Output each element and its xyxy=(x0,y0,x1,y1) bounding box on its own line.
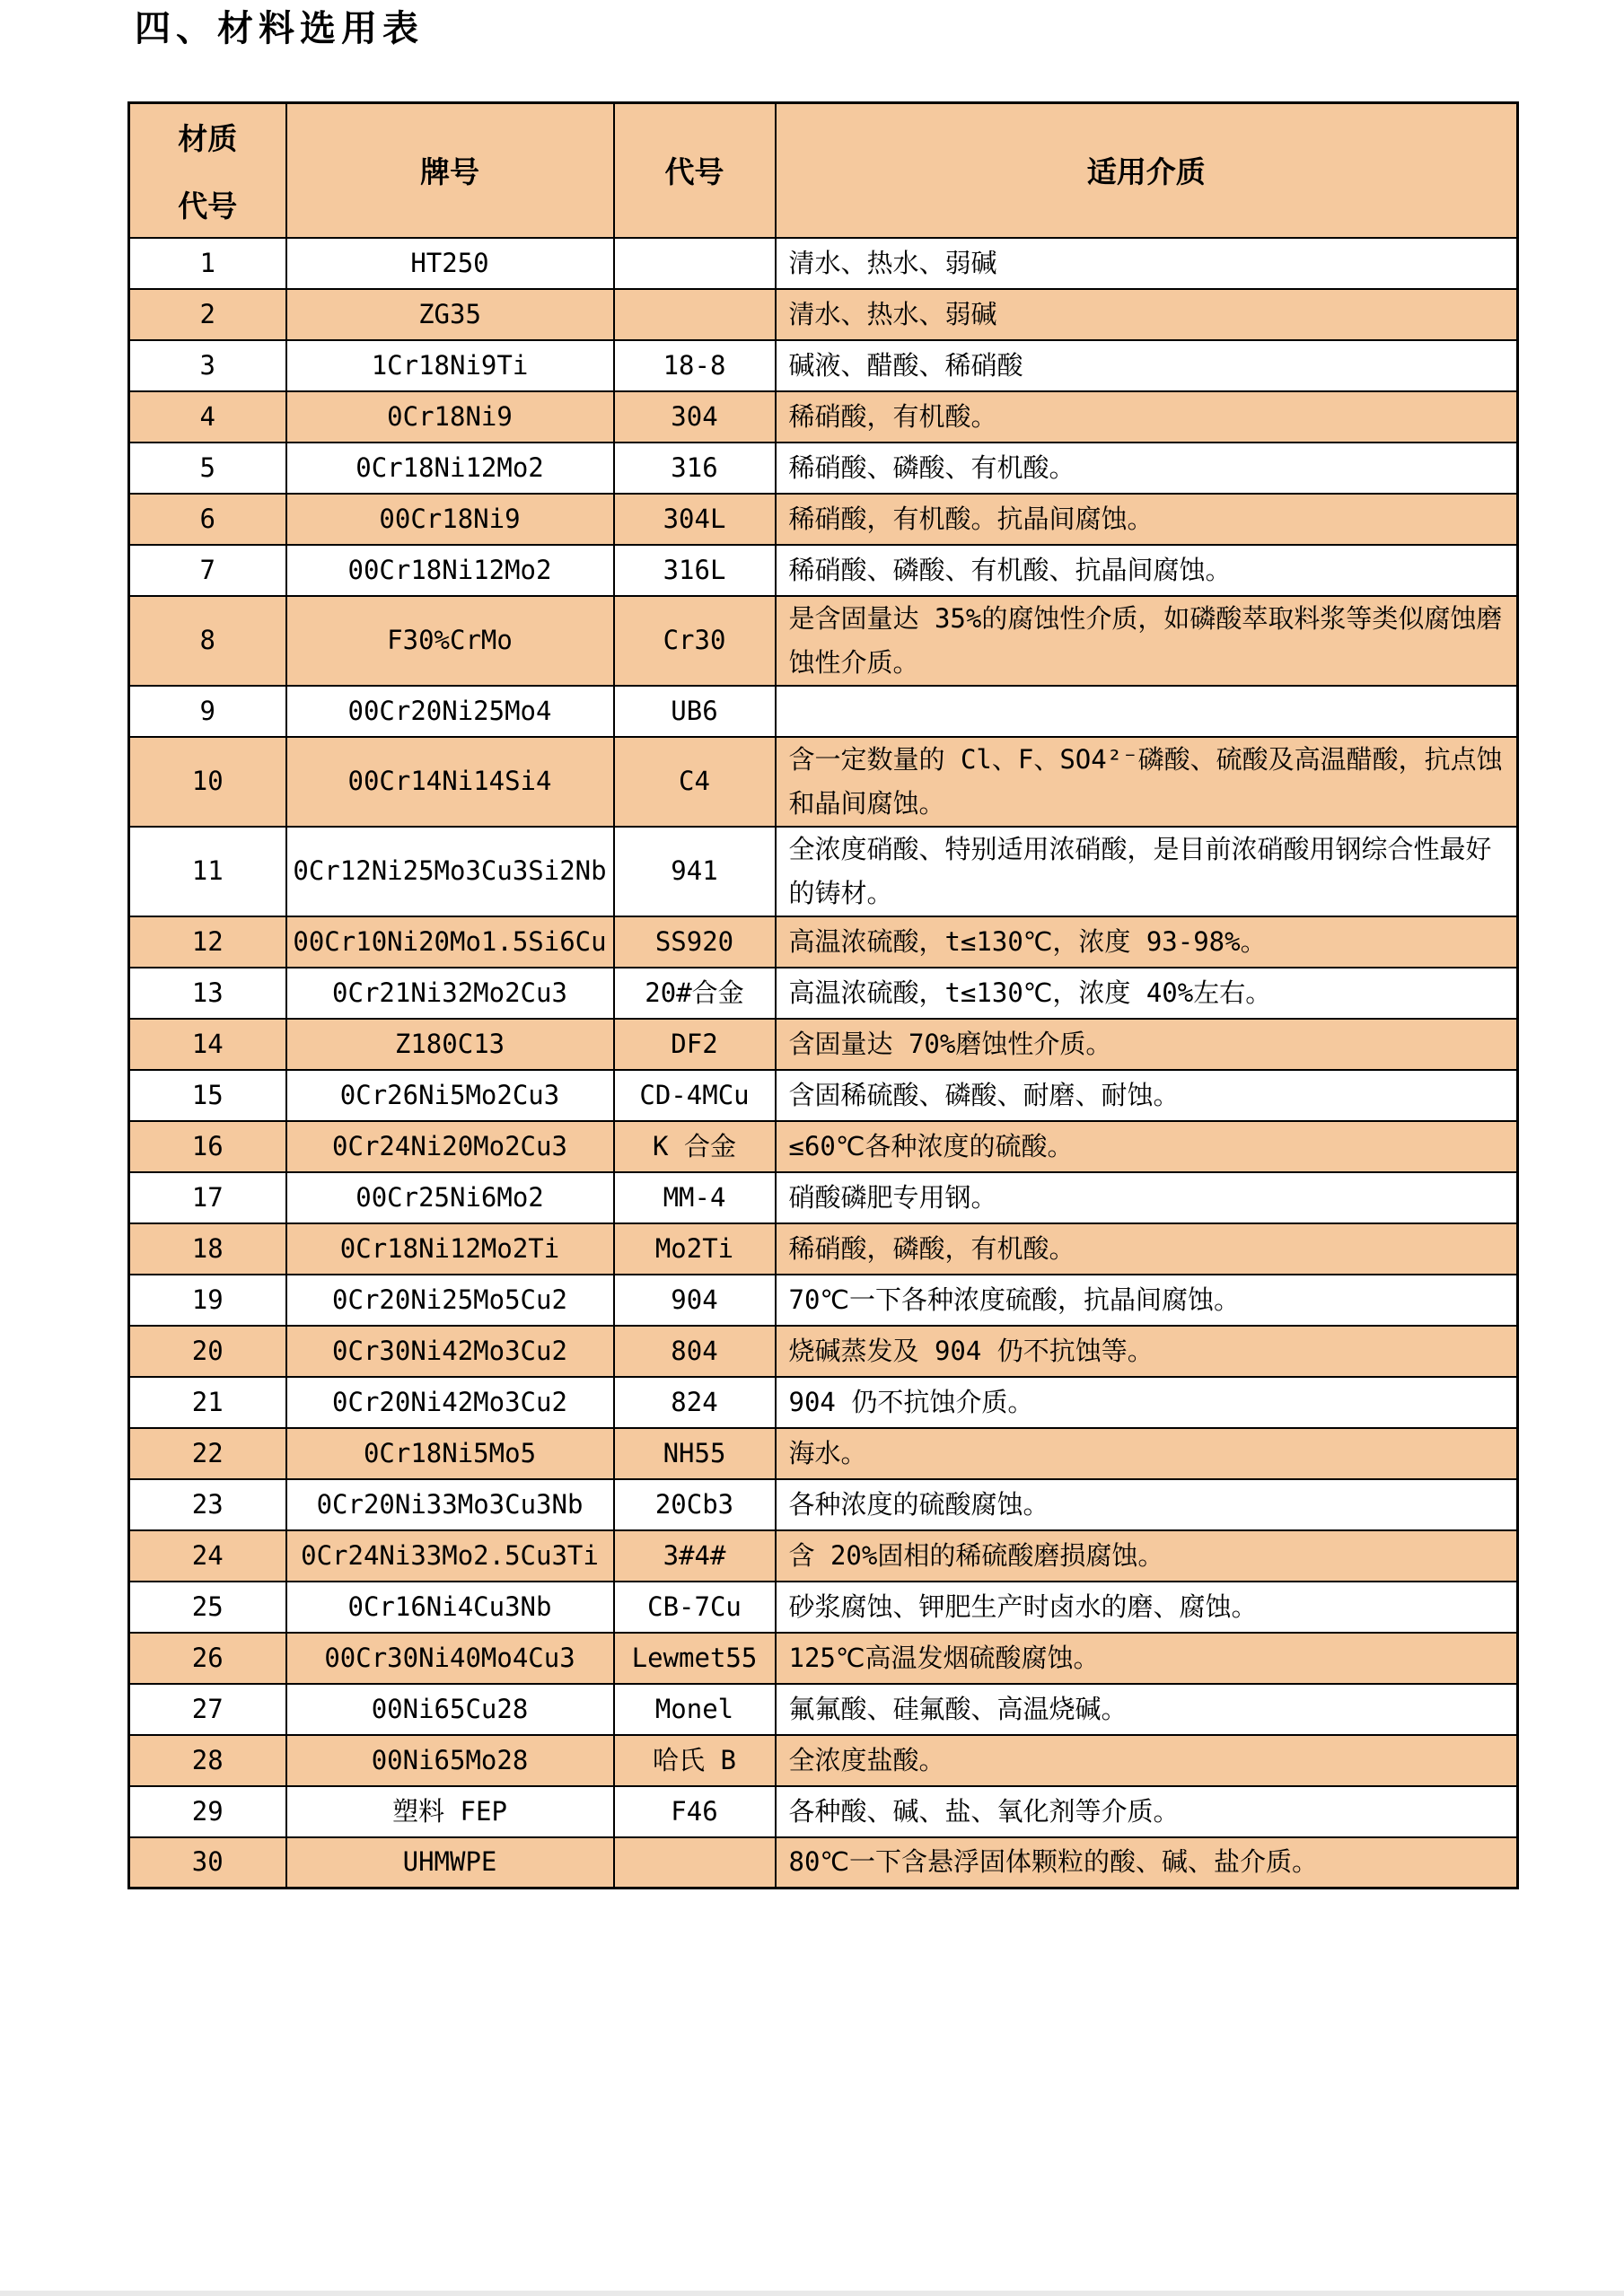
cell-grade: 0Cr12Ni25Mo3Cu3Si2Nb xyxy=(286,827,614,916)
table-row xyxy=(129,1275,1518,1326)
cell-code: DF2 xyxy=(614,1019,776,1070)
cell-media: 稀硝酸，有机酸。 xyxy=(776,391,1518,443)
table-header-row xyxy=(129,103,1518,238)
cell-code: 316L xyxy=(614,545,776,596)
cell-media: 125℃高温发烟硫酸腐蚀。 xyxy=(776,1633,1518,1684)
table-row xyxy=(129,545,1518,596)
cell-media: 904 仍不抗蚀介质。 xyxy=(776,1377,1518,1428)
header-material-code-line1: 材质 xyxy=(178,120,238,156)
cell-code: 824 xyxy=(614,1377,776,1428)
cell-grade: Z180C13 xyxy=(286,1019,614,1070)
cell-material-code: 4 xyxy=(129,391,286,443)
cell-code: 18-8 xyxy=(614,340,776,391)
cell-code: MM-4 xyxy=(614,1172,776,1223)
table-row xyxy=(129,494,1518,545)
cell-material-code: 18 xyxy=(129,1223,286,1275)
cell-code: Mo2Ti xyxy=(614,1223,776,1275)
table-row xyxy=(129,827,1518,916)
cell-material-code: 30 xyxy=(129,1837,286,1889)
cell-grade: UHMWPE xyxy=(286,1837,614,1889)
cell-media: 高温浓硫酸，t≤130℃，浓度 93-98%。 xyxy=(776,916,1518,968)
cell-media: 含固量达 70%磨蚀性介质。 xyxy=(776,1019,1518,1070)
cell-code: NH55 xyxy=(614,1428,776,1479)
cell-grade: 00Cr20Ni25Mo4 xyxy=(286,686,614,737)
table-row xyxy=(129,1633,1518,1684)
cell-material-code: 13 xyxy=(129,968,286,1019)
cell-code: F46 xyxy=(614,1786,776,1837)
cell-material-code: 17 xyxy=(129,1172,286,1223)
cell-grade: ZG35 xyxy=(286,289,614,340)
cell-media: 是含固量达 35%的腐蚀性介质，如磷酸萃取料浆等类似腐蚀磨蚀性介质。 xyxy=(776,596,1518,686)
cell-material-code: 20 xyxy=(129,1326,286,1377)
table-row xyxy=(129,1428,1518,1479)
cell-media: 碱液、醋酸、稀硝酸 xyxy=(776,340,1518,391)
cell-material-code: 24 xyxy=(129,1530,286,1582)
cell-media: 80℃一下含悬浮固体颗粒的酸、碱、盐介质。 xyxy=(776,1837,1518,1889)
table-row xyxy=(129,238,1518,289)
cell-grade: 0Cr30Ni42Mo3Cu2 xyxy=(286,1326,614,1377)
cell-grade: 00Cr18Ni9 xyxy=(286,494,614,545)
cell-code: 316 xyxy=(614,443,776,494)
cell-media: 清水、热水、弱碱 xyxy=(776,238,1518,289)
cell-media: 稀硝酸、磷酸、有机酸。 xyxy=(776,443,1518,494)
cell-material-code: 16 xyxy=(129,1121,286,1172)
cell-media: 稀硝酸，磷酸，有机酸。 xyxy=(776,1223,1518,1275)
cell-material-code: 8 xyxy=(129,596,286,686)
table-row xyxy=(129,1172,1518,1223)
cell-media: 全浓度硝酸、特别适用浓硝酸，是目前浓硝酸用钢综合性最好的铸材。 xyxy=(776,827,1518,916)
cell-grade: 00Cr10Ni20Mo1.5Si6Cu xyxy=(286,916,614,968)
cell-media: 含一定数量的 Cl、F、SO4²⁻磷酸、硫酸及高温醋酸，抗点蚀和晶间腐蚀。 xyxy=(776,737,1518,827)
page-title: 四、材料选用表 xyxy=(135,8,424,49)
table-row xyxy=(129,289,1518,340)
cell-media: 硝酸磷肥专用钢。 xyxy=(776,1172,1518,1223)
cell-grade: 0Cr18Ni5Mo5 xyxy=(286,1428,614,1479)
table-row xyxy=(129,1223,1518,1275)
table-body xyxy=(129,238,1518,1889)
cell-material-code: 1 xyxy=(129,238,286,289)
cell-grade: 00Ni65Cu28 xyxy=(286,1684,614,1735)
cell-grade: 0Cr21Ni32Mo2Cu3 xyxy=(286,968,614,1019)
cell-code: CD-4MCu xyxy=(614,1070,776,1121)
cell-media: 海水。 xyxy=(776,1428,1518,1479)
cell-code: CB-7Cu xyxy=(614,1582,776,1633)
cell-code: 哈氏 B xyxy=(614,1735,776,1786)
header-material-code xyxy=(129,103,286,238)
cell-grade: 0Cr20Ni42Mo3Cu2 xyxy=(286,1377,614,1428)
cell-grade: 00Cr25Ni6Mo2 xyxy=(286,1172,614,1223)
cell-media: 含 20%固相的稀硫酸磨损腐蚀。 xyxy=(776,1530,1518,1582)
cell-code: 20Cb3 xyxy=(614,1479,776,1530)
cell-media: 砂浆腐蚀、钾肥生产时卤水的磨、腐蚀。 xyxy=(776,1582,1518,1633)
table-row xyxy=(129,443,1518,494)
table-row xyxy=(129,340,1518,391)
table-row xyxy=(129,596,1518,686)
cell-grade: 0Cr18Ni9 xyxy=(286,391,614,443)
cell-code: C4 xyxy=(614,737,776,827)
cell-grade: 00Ni65Mo28 xyxy=(286,1735,614,1786)
table-row xyxy=(129,686,1518,737)
table-row xyxy=(129,1121,1518,1172)
cell-grade: 00Cr14Ni14Si4 xyxy=(286,737,614,827)
table-row xyxy=(129,916,1518,968)
cell-media: 烧碱蒸发及 904 仍不抗蚀等。 xyxy=(776,1326,1518,1377)
cell-grade: 0Cr24Ni33Mo2.5Cu3Ti xyxy=(286,1530,614,1582)
cell-code: 3#4# xyxy=(614,1530,776,1582)
cell-grade: 0Cr24Ni20Mo2Cu3 xyxy=(286,1121,614,1172)
cell-material-code: 28 xyxy=(129,1735,286,1786)
cell-material-code: 29 xyxy=(129,1786,286,1837)
table-row xyxy=(129,1326,1518,1377)
cell-material-code: 7 xyxy=(129,545,286,596)
cell-grade: HT250 xyxy=(286,238,614,289)
cell-code: Monel xyxy=(614,1684,776,1735)
page-bottom-edge xyxy=(0,2291,1624,2296)
table-row xyxy=(129,1530,1518,1582)
header-grade: 牌号 xyxy=(286,103,614,238)
cell-material-code: 19 xyxy=(129,1275,286,1326)
cell-grade: 0Cr18Ni12Mo2Ti xyxy=(286,1223,614,1275)
cell-media: ≤60℃各种浓度的硫酸。 xyxy=(776,1121,1518,1172)
cell-material-code: 5 xyxy=(129,443,286,494)
cell-material-code: 22 xyxy=(129,1428,286,1479)
cell-material-code: 10 xyxy=(129,737,286,827)
table-row xyxy=(129,1735,1518,1786)
table-row xyxy=(129,737,1518,827)
cell-code: 904 xyxy=(614,1275,776,1326)
cell-code: Cr30 xyxy=(614,596,776,686)
cell-grade: 塑料 FEP xyxy=(286,1786,614,1837)
cell-grade: 1Cr18Ni9Ti xyxy=(286,340,614,391)
cell-media xyxy=(776,686,1518,737)
cell-material-code: 6 xyxy=(129,494,286,545)
cell-material-code: 25 xyxy=(129,1582,286,1633)
cell-material-code: 21 xyxy=(129,1377,286,1428)
cell-code: UB6 xyxy=(614,686,776,737)
table-row xyxy=(129,1837,1518,1889)
cell-media: 高温浓硫酸，t≤130℃，浓度 40%左右。 xyxy=(776,968,1518,1019)
table-row xyxy=(129,968,1518,1019)
cell-material-code: 3 xyxy=(129,340,286,391)
table-row xyxy=(129,391,1518,443)
cell-material-code: 27 xyxy=(129,1684,286,1735)
header-media: 适用介质 xyxy=(776,103,1518,238)
table-row xyxy=(129,1582,1518,1633)
cell-code xyxy=(614,289,776,340)
cell-material-code: 26 xyxy=(129,1633,286,1684)
table-row xyxy=(129,1377,1518,1428)
cell-grade: 00Cr18Ni12Mo2 xyxy=(286,545,614,596)
cell-code: K 合金 xyxy=(614,1121,776,1172)
table-row xyxy=(129,1684,1518,1735)
cell-code: 804 xyxy=(614,1326,776,1377)
cell-code: SS920 xyxy=(614,916,776,968)
material-selection-table xyxy=(127,101,1519,1889)
cell-material-code: 2 xyxy=(129,289,286,340)
cell-grade: 0Cr18Ni12Mo2 xyxy=(286,443,614,494)
cell-media: 清水、热水、弱碱 xyxy=(776,289,1518,340)
cell-media: 70℃一下各种浓度硫酸，抗晶间腐蚀。 xyxy=(776,1275,1518,1326)
cell-code: 304 xyxy=(614,391,776,443)
cell-material-code: 9 xyxy=(129,686,286,737)
cell-code: 941 xyxy=(614,827,776,916)
cell-code: Lewmet55 xyxy=(614,1633,776,1684)
table-row xyxy=(129,1019,1518,1070)
cell-media: 含固稀硫酸、磷酸、耐磨、耐蚀。 xyxy=(776,1070,1518,1121)
cell-grade: 0Cr20Ni33Mo3Cu3Nb xyxy=(286,1479,614,1530)
cell-material-code: 15 xyxy=(129,1070,286,1121)
cell-grade: 0Cr16Ni4Cu3Nb xyxy=(286,1582,614,1633)
table-row xyxy=(129,1786,1518,1837)
cell-grade: 0Cr20Ni25Mo5Cu2 xyxy=(286,1275,614,1326)
cell-code xyxy=(614,1837,776,1889)
cell-grade: 00Cr30Ni40Mo4Cu3 xyxy=(286,1633,614,1684)
cell-media: 稀硝酸、磷酸、有机酸、抗晶间腐蚀。 xyxy=(776,545,1518,596)
cell-code: 20#合金 xyxy=(614,968,776,1019)
header-material-code-line2: 代号 xyxy=(178,188,238,223)
table-row xyxy=(129,1070,1518,1121)
table-row xyxy=(129,1479,1518,1530)
cell-material-code: 12 xyxy=(129,916,286,968)
cell-grade: F30%CrMo xyxy=(286,596,614,686)
cell-code xyxy=(614,238,776,289)
cell-media: 全浓度盐酸。 xyxy=(776,1735,1518,1786)
cell-media: 各种浓度的硫酸腐蚀。 xyxy=(776,1479,1518,1530)
cell-material-code: 14 xyxy=(129,1019,286,1070)
cell-media: 氟氟酸、硅氟酸、高温烧碱。 xyxy=(776,1684,1518,1735)
cell-media: 各种酸、碱、盐、氧化剂等介质。 xyxy=(776,1786,1518,1837)
cell-media: 稀硝酸，有机酸。抗晶间腐蚀。 xyxy=(776,494,1518,545)
header-material-code-stack xyxy=(131,116,285,225)
cell-material-code: 23 xyxy=(129,1479,286,1530)
cell-material-code: 11 xyxy=(129,827,286,916)
header-code: 代号 xyxy=(614,103,776,238)
cell-code: 304L xyxy=(614,494,776,545)
cell-grade: 0Cr26Ni5Mo2Cu3 xyxy=(286,1070,614,1121)
